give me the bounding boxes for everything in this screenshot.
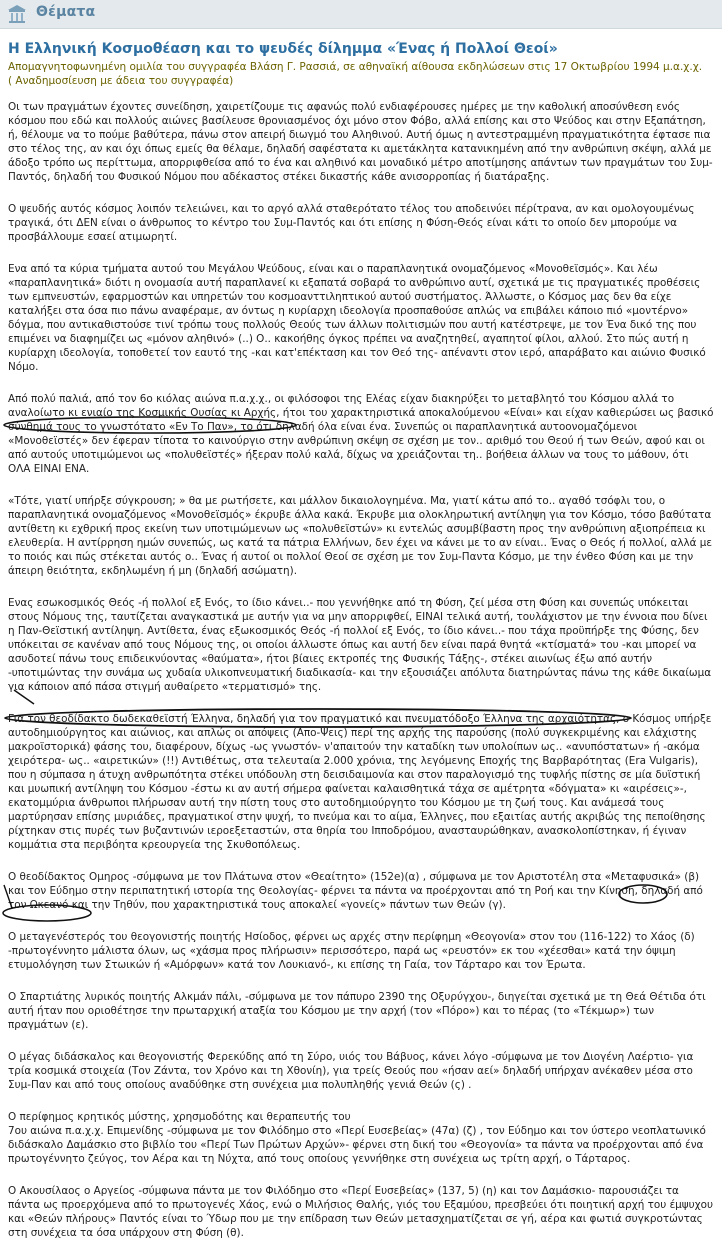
paragraph-14: Ο Ακουσίλαος ο Αργείος -σύμφωνα πάντα με τον Φιλόδημο στο «Περί Ευσεβείας» (137, 5) (η) και τον Δαμάσκιο- παρουσιάζει τα πάντα ως προερχόμενα από το πρωτογενές Χάος, ενώ ο Μιλήσιος Θαλής, γιός του Εξαμύου, πρεσβεύει ότι ποιητική αρχή του έμψυχου και «Θεών πλήρους» Παντός είναι το Ύδωρ που με την επίδραση των Θεών μετασχηματίζεται σε γή, αέρα και φωτιά συγκροτώντας στη συνέχεια τα όσα υπάρχουν στη Φύση (θ). — [8, 1185, 714, 1239]
article-title: Η Ελληνική Κοσμοθέαση και το ψευδές δίλημμα «Ένας ή Πολλοί Θεοί» — [8, 41, 558, 57]
paragraph-9: Ο μεταγενέστερός του θεογονιστής ποιητής Ησίοδος, φέρνει ως αρχές στην περίφημη «Θεογονία» στον του (116-122) το Χάος (δ) -πρωτογέννητο μάλιστα όλων, ως «χάσμα προς πλήρωσιν» περισσότερο, παρά ως «ρευστόν» εκ του «χέεσθαι» κατά την όψιμη ετυμολόγηση των Στωικών ή «Αμόρφων» κατά τον Λουκιανό-, κι επίσης τη Γαία, τον Τάρταρο και τον Έρωτα. — [8, 931, 695, 971]
paragraph-3: Ενα από τα κύρια τμήματα αυτού του Μεγάλου Ψεύδους, είναι και ο παραπλανητικά ονομαζόμενος «Μονοθεϊσμός». Και λέω «παραπλανητικά» διότι η ονομασία αυτή παραπλανεί κι εξαπατά σοβαρά το ανθρώπινο αυτί, σχετικά με τις πραγματικές προθέσεις των εμπνευστών, εφαρμοστών και υπηρετών του κοσμοανττιληπτικού αυτού συστήματος. Άλλωστε, ο Κόσμος μας δεν θα είχε καταλήξει στα όσα πιο πάνω αναφέραμε, αν όντως η κυρίαρχη ιδεολογία προσπαθούσε απλώς να επιβάλει κάποιο πιό «μοντέρνο» δόγμα, που αντικαθιστούσε τινί τρόπω τους πολλούς Θεούς των άλλων πολιτισμών που αυτή κατέστρεψε, με τον Ένα δικό της που επιμένει να διαφημίζει ως «μόνον αληθινό» (..) Ο.. κακοήθης όγκος πρέπει να αναζητηθεί, αγαπητοί φίλοι, αλλού. Στο πώς αυτή η κυρίαρχη ιδεολογία, τοποθετεί τον εαυτό της -και κατ'επέκταση και τον Θεό της- απέναντι στον ιερό, απαράβατο και αιώνιο Φυσικό Νόμο. — [8, 263, 706, 373]
republication-note: ( Αναδημοσίευση με άδεια του συγγραφέα) — [8, 75, 234, 87]
paragraph-2: Ο ψευδής αυτός κόσμος λοιπόν τελειώνει, και το αργό αλλά σταθερότατο τέλος του αποδεινύει πέρίτρανα, αν και ομολογουμένως τραγικά, ότι ΔΕΝ είναι ο άνθρωπος το κέντρο του Συμ-Παντός και ότι επίσης η Φύση-Θεός είναι κάτι το οποίο δεν μπορούμε να προσβάλλουμε εσαεί ατιμωρητί. — [8, 203, 695, 243]
paragraph-5: «Τότε, γιατί υπήρξε σύγκρουση; » θα με ρωτήσετε, και μάλλον δικαιολογημένα. Μα, γιατί κάτω από το.. αγαθό τσόφλι του, ο παραπλανητικά ονομαζόμενος «Μονοθεϊσμός» έκρυβε άλλα κακά. Έκρυβε μια ολοκληρωτική αντίληψη για τον Κόσμο, τόσο βαθύτατα αντίθετη κι εχθρική προς εκείνη των υποτιμώμενων ως «πολυθεϊστών» κι εντελώς ασυμβίβαστη προς την ανθρώπινη αξιοπρέπεια κι ελευθερία. Η αντίρρηση ημών συνεπώς, ως κατά τα πάτρια Ελλήνων, δεν έχει να κάνει με το αν είναι.. Ένας ο Θεός ή πολλοί, αλλά με το ποιός και πώς στέκεται αυτός ο.. Ένας ή αυτοί οι πολλοί Θεοί σε σχέση με τον Συμ-Παντα Κόσμο, με την ένθεο Φύση και με την άπειρη θειότητα, εκδηλωμένη ή μη (δηλαδή ασώματη). — [8, 495, 713, 577]
article — [8, 41, 714, 1240]
paragraph-11: Ο μέγας διδάσκαλος και θεογονιστής Φερεκύδης από τη Σύρο, υιός του Βάβυος, κάνει λόγο -σύμφωνα με τον Διογένη Λαέρτιο- για τρία κοσμικά στοιχεία (Τον Ζάντα, τον Χρόνο και τη Χθονίη), για τρείς Θεούς που «ήσαν αεί» δηλαδή υπήρχαν ανέκαθεν μέσα στο Συμ-Παν και από τους οποίους αναδύθηκε στη συνέχεια μια πολυπληθής γενιά Θεών (ς) . — [8, 1051, 694, 1091]
section-header — [0, 0, 722, 29]
paragraph-12: Ο περίφημος κρητικός μύστης, χρησμοδότης και θεραπευτής του — [8, 1111, 351, 1123]
paragraph-1: Οι των πραγμάτων έχοντες συνείδηση, χαιρετίζουμε τις αφανώς πολύ ενδιαφέρουσες ημέρες με την καθολική αποσύνθεση ενός κόσμου που εδώ και πολλούς αιώνες βασίλευσε θρονιασμένος όχι μόνο στον Φόβο, αλλά επίσης και στο Ψεύδος και στην Εξαπάτηση, ή, θέλουμε να το πούμε βαθύτερα, πάνω στον απειρή διωγμό του Αληθινού. Αυτή όμως η αντεστραμμένη πραγματικότητα έφτασε πια στο τέλος της, αν και όχι όπως εμείς θα θέλαμε, δηλαδή σαφέστατα κι αμετάκλητα κατανικημένη από την ανθρώπινη σκέψη, αλλά με άδοξο τρόπο ως περίττωμα, απορριφθείσα από το ένα και αληθινό και μοναδικό μέτρο αποτίμησης απάντων των πραγμάτων του Συμ-Παντός, δηλαδή του Φυσικού Νόμου που αδέκαστος στέκει δικαστής κάθε ανισορροπίας ή διατάραξης. — [8, 101, 713, 183]
paragraph-4: Από πολύ παλιά, από τον 6ο κιόλας αιώνα π.α.χ.χ., οι φιλόσοφοι της Ελέας είχαν διακηρύξει το μεταβλητό του Κόσμου αλλά το αναλοίωτο κι ενιαίο της Κοσμικής Ουσίας κι Αρχής, ήτοι του χαρακτηριστικά αποκαλούμενου «Είναι» και είχαν καθιερώσει ως βασικό σύνθημά τους το γνωστότατο «Εν Το Παν», το ότι δηλαδή όλα είναι ένα. Συνεπώς οι παραπλανητικά αυτοονομαζόμενοι «Μονοθεϊστές» δεν έφεραν τίποτα το καινούργιο στην ανθρώπινη σκέψη σε σχέση με τον.. αριθμό του Θεού ή των Θεών, αφού και οι από αυτούς υποτιμώμενοι ως «πολυθεϊστές» ήξεραν πολύ καλά, δίχως να χρειάζονται τη.. βοήθεια άλλων να τους το μάθουν, ότι ΟΛΑ ΕΙΝΑΙ ΕΝΑ. — [8, 393, 714, 475]
article-subtitle: Απομαγνητοφωνημένη ομιλία του συγγραφέα Βλάση Γ. Ρασσιά, σε αθηναϊκή αίθουσα εκδηλώσεων στις 17 Οκτωβρίου 1994 μ.α.χ.χ. — [8, 61, 703, 73]
section-title: Θέματα — [36, 4, 96, 20]
paragraph-6: Ενας εσωκοσμικός Θεός -ή πολλοί εξ Ενός, το ίδιο κάνει..- που γεννήθηκε από τη Φύση, ζεί μέσα στη Φύση και συνεπώς υπόκειται στους Νόμους της, ταυτίζεται αναγκαστικά με αυτήν για να μην απορριφθεί, ΕΙΝΑΙ τελικά αυτή, τουλάχιστον με την έννοια που δίνει η Παν-Θεϊστική αντίληψη. Αντίθετα, ένας εξωκοσμικός Θεός -ή πολλοί εξ Ενός, το ίδιο κάνει..- που τάχα προϋπήρξε της Φύσης, δεν υπόκειται σε κανέναν από τους Νόμους της, οι οποίοι άλλωστε όπως και αυτή δεν είναι παρά θνητά «κτίσματά» του -και μπορεί να ασυδοτεί πάνω τους επιδεικνύοντας «θαύματα», ήτοι βίαιες εκτροπές της Φυσικής Τάξης-, στέκει αιωνίως έξω από αυτήν -υποτιμώντας την συνάμα ως χυδαία υλικοπνευματική διαδικασία- και την εξουσιάζει απόλυτα διατηρώντας πάνω της κάθε δικαίωμα για κάποιον από πάσα στιγμή αυθαίρετο «τερματισμό» της. — [8, 597, 712, 693]
paragraph-8: Ο θεοδίδακτος Ομηρος -σύμφωνα με τον Πλάτωνα στον «Θεαίτητο» (152e)(α) , σύμφωνα με τον Αριστοτέλη στα «Μεταφυσικά» (β) και τον Εύδημο στην περιπατητική ιστορία της Θεολογίας- φέρνει τα πάντα να προέρχονται από τη Ροή και την Κίνηση, δηλαδή από τον Ωκεανό και την Τηθύν, που χαρακτηριστικά τους αποκαλεί «γονείς» πάντων των Θεών (γ). — [8, 871, 703, 911]
paragraph-13: 7ου αιώνα π.α.χ.χ. Επιμενίδης -σύμφωνα με τον Φιλόδημο στο «Περί Ευσεβείας» (47α) (ζ) , τον Εύδημο και τον ύστερο νεοπλατωνικό διδάσκαλο Δαμάσκιο στο βιβλίο του «Περί Των Πρώτων Αρχών»- φέρνει στη δική του «Θεογονία» τα πάντα να προέρχονται από ένα πρωτογέννητο ζεύγος, τον Αέρα και τη Νύχτα, από τους οποίους γεννήθηκε στη συνέχεια ως τρίτη αρχή, ο Τάρταρος. — [8, 1125, 706, 1165]
paragraph-7: Για τον θεοδίδακτο δωδεκαθεϊστή Έλληνα, δηλαδή για τον πραγματικό και πνευματόδοξο Έλληνα της αρχαιότητας, ο Κόσμος υπήρξε αυτοδημιούργητος και αιώνιος, και απλώς οι απόψεις (Απο-Ψεις) περί της αρχής της παρούσης (πολύ συγκεκριμένης και ελάχιστης μακροϊστορικά) φάσης του, διαφέρουν, δίχως -ως γνωστόν- ν'απαιτούν την καταδίκη των υπολοίπων ως.. «ανυπόστατων» ή -ακόμα χειρότερα- ως.. «αιρετικών» (!!) Αντιθέτως, στα τελευταία 2.000 χρόνια, της λεγόμενης Εποχής της Βαρβαρότητας (Era Vulgaris), που η σύμπασα η άτυχη ανθρωπότητα στέκει υπόδουλη στη δεισιδαιμονία και στον παραλογισμό της τυφλής πίστης σε μία δυϊστική και μυωπική αντίληψη του Κόσμου -έστω κι αν αυτή σήμερα φαίνεται καλαισθητικά τάχα σε αμέτρητα «δόγματα» κι «αιρέσεις»-, εκατομμύρια άνθρωποι πλήρωσαν αυτή την πίστη τους στο αυτοδημιούργητο του Κόσμου με τη ζωή τους. Και ανάμεσά τους μαρτύρησαν επίσης μυριάδες, πραγματικοί στην ψυχή, το πνεύμα και το αίμα, Έλληνες, που εξαιτίας αυτής ακριβώς της πεποίθησης ρίχτηκαν στις πυρές των βυζαντινών ιεροεξεταστών, στα θηρία του Ιπποδρόμου, ανασταυρώθηκαν, ανασκολοπίστηκαν, ή έγιναν κομμάτια στα περιβόητα κρεουργεία της Σκυθοπόλεως. — [8, 713, 712, 851]
paragraph-10: Ο Σπαρτιάτης λυρικός ποιητής Αλκμάν πάλι, -σύμφωνα με τον πάπυρο 2390 της Οξυρύγχου-, διηγείται σχετικά με τη Θεά Θέτιδα ότι αυτή ήταν που οριοθέτησε την πρωταρχική αταξία του Κόσμου με την αρχή (τον «Πόρο») και το πέρας (το «Τέκμωρ») των πραγμάτων (ε). — [8, 991, 706, 1031]
hellenic-column-icon — [6, 4, 28, 24]
